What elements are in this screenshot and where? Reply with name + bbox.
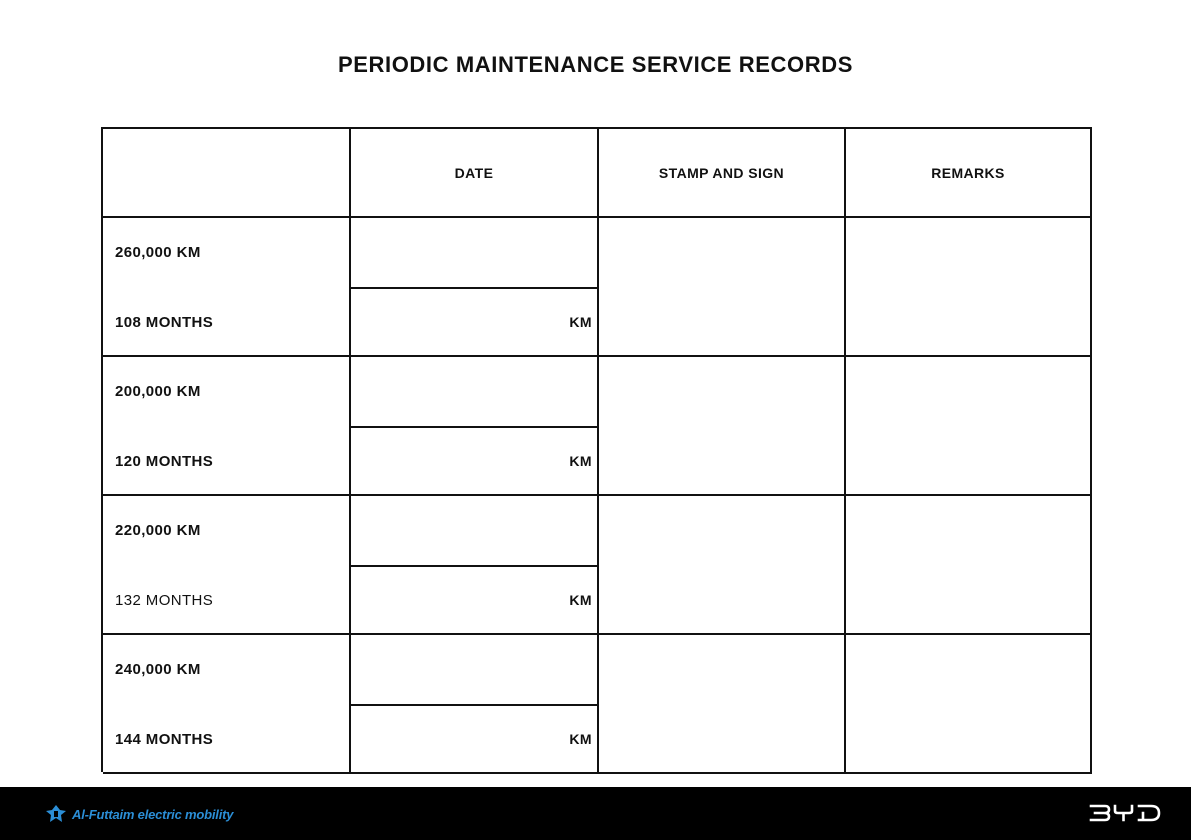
remarks-cell[interactable] — [846, 635, 1092, 772]
interval-cell — [103, 218, 351, 355]
table-row — [103, 635, 1092, 774]
period-label: 108 MONTHS — [115, 314, 214, 331]
header-stamp-and-sign: STAMP AND SIGN — [599, 129, 846, 216]
stamp-sign-cell[interactable] — [599, 218, 846, 355]
remarks-cell[interactable] — [846, 357, 1092, 494]
stamp-sign-cell[interactable] — [599, 635, 846, 772]
date-km-divider — [351, 426, 597, 428]
date-cell[interactable] — [351, 635, 599, 772]
table-row — [103, 218, 1092, 357]
interval-cell — [103, 496, 351, 633]
page-title: PERIODIC MAINTENANCE SERVICE RECORDS — [337, 52, 854, 77]
al-futtaim-mark-icon — [46, 805, 66, 823]
date-cell[interactable] — [351, 218, 599, 355]
header-remarks: REMARKS — [846, 129, 1092, 216]
period-label: 132 MONTHS — [115, 592, 214, 609]
distance-label: 220,000 KM — [115, 522, 201, 539]
period-label: 120 MONTHS — [115, 453, 214, 470]
distance-label: 240,000 KM — [115, 661, 201, 678]
byd-logo-icon — [1089, 803, 1161, 823]
period-label: 144 MONTHS — [115, 731, 214, 748]
date-km-divider — [351, 704, 597, 706]
stamp-sign-cell[interactable] — [599, 496, 846, 633]
al-futtaim-logo — [46, 804, 233, 824]
interval-cell — [103, 357, 351, 494]
distance-label: 260,000 KM — [115, 244, 201, 261]
table-row — [103, 357, 1092, 496]
km-unit-label: KM — [569, 731, 592, 747]
al-futtaim-logo-text: Al-Futtaim electric mobility — [72, 806, 234, 822]
footer-bar — [0, 787, 1191, 840]
km-unit-label: KM — [569, 592, 592, 608]
km-unit-label: KM — [569, 314, 592, 330]
service-records-table — [101, 127, 1092, 772]
table-row — [103, 496, 1092, 635]
date-cell[interactable] — [351, 357, 599, 494]
stamp-sign-cell[interactable] — [599, 357, 846, 494]
remarks-cell[interactable] — [846, 496, 1092, 633]
byd-logo — [1089, 803, 1161, 828]
remarks-cell[interactable] — [846, 218, 1092, 355]
interval-cell — [103, 635, 351, 772]
km-unit-label: KM — [569, 453, 592, 469]
distance-label: 200,000 KM — [115, 383, 201, 400]
header-date: DATE — [351, 129, 599, 216]
table-header-row — [103, 129, 1092, 218]
date-cell[interactable] — [351, 496, 599, 633]
date-km-divider — [351, 565, 597, 567]
date-km-divider — [351, 287, 597, 289]
header-blank-cell — [103, 129, 351, 216]
